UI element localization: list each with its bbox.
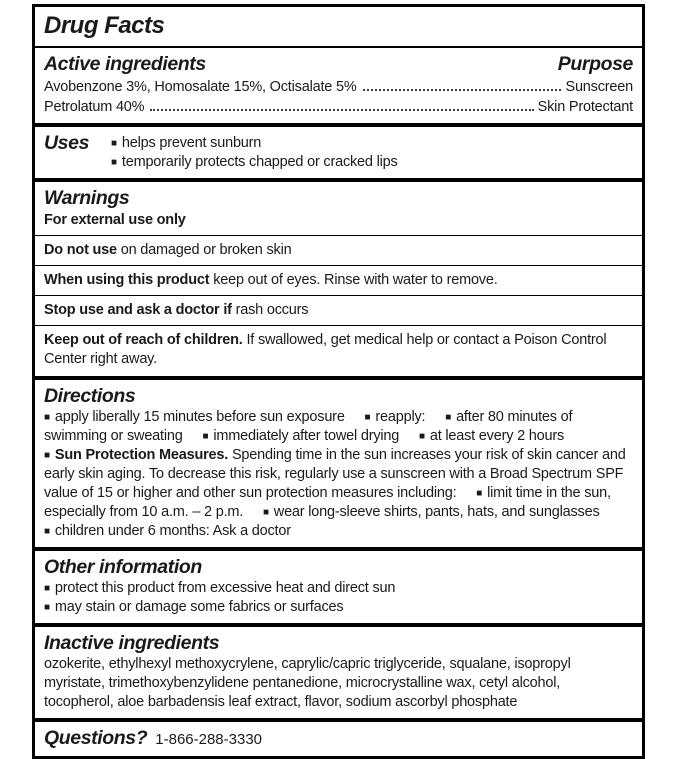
- warning-row: [44, 240, 633, 261]
- bullet-square-icon: ■: [364, 412, 371, 423]
- direction-text: apply liberally 15 minutes before sun exposure: [54, 409, 345, 425]
- warning-row: [44, 330, 633, 370]
- direction-text: reapply:: [375, 409, 426, 425]
- inactive-ingredients-heading: Inactive ingredients: [44, 632, 220, 654]
- direction-item: [44, 409, 345, 425]
- bullet-square-icon: ■: [262, 507, 269, 518]
- warning-row: [44, 210, 633, 231]
- bullet-square-icon: ■: [418, 431, 425, 442]
- bullet-square-icon: ■: [476, 488, 483, 499]
- use-item-text: helps prevent sunburn: [121, 135, 262, 151]
- direction-text: children under 6 months: Ask a doctor: [54, 523, 291, 539]
- questions-phone-number: 1-866-288-3330: [155, 731, 263, 748]
- warning-text: keep out of eyes. Rinse with water to remove.: [209, 272, 498, 288]
- direction-text: wear long-sleeve shirts, pants, hats, and sunglasses: [273, 504, 600, 520]
- bullet-square-icon: ■: [44, 450, 50, 461]
- title-section: [35, 7, 642, 46]
- questions-heading: Questions?: [44, 727, 148, 749]
- other-information-item: [44, 598, 633, 617]
- warning-text: on damaged or broken skin: [116, 242, 292, 258]
- bullet-square-icon: ■: [445, 412, 452, 423]
- warning-bold-text: Stop use and ask a doctor if: [44, 302, 232, 318]
- ingredient-purpose: Sunscreen: [565, 79, 633, 95]
- ingredient-name: Petrolatum 40%: [44, 98, 145, 115]
- warning-bold-text: Keep out of reach of children.: [44, 332, 243, 348]
- direction-text: immediately after towel drying: [213, 428, 400, 444]
- page-title: Drug Facts: [44, 12, 165, 39]
- uses-heading: Uses: [44, 132, 90, 154]
- bullet-square-icon: ■: [44, 412, 50, 423]
- direction-text: limit time in the sun, especially from 10 a.m. – 2 p.m.: [44, 485, 611, 520]
- ingredient-name: Avobenzone 3%, Homosalate 15%, Octisalate 5%: [44, 79, 357, 95]
- directions-paragraph: [44, 408, 633, 446]
- warning-row: [44, 300, 633, 321]
- other-information-heading: Other information: [44, 556, 202, 578]
- direction-item: [263, 504, 600, 520]
- warning-divider: [35, 295, 642, 296]
- direction-text: at least every 2 hours: [429, 428, 565, 444]
- directions-section: [35, 380, 642, 547]
- purpose-heading: Purpose: [557, 53, 633, 75]
- bullet-square-icon: ■: [111, 157, 117, 168]
- warning-bold-text: Do not use: [44, 242, 117, 258]
- dot-leader: [363, 89, 562, 91]
- direction-item: [419, 428, 564, 444]
- inactive-ingredients-section: [35, 627, 642, 718]
- use-item: [111, 153, 398, 172]
- direction-item: [44, 523, 291, 539]
- inactive-ingredients-text: ozokerite, ethylhexyl methoxycrylene, caprylic/capric triglyceride, squalane, isopropyl myristate, trimethoxybenzylidene pentanedione, microcrystalline wax, cetyl alcohol, tocopherol, aloe barbadensis leaf extract, flavor, sodium ascorbyl phosphate: [44, 656, 571, 710]
- bullet-square-icon: ■: [202, 431, 209, 442]
- other-information-text: may stain or damage some fabrics or surfaces: [54, 599, 344, 615]
- warning-bold-text: For external use only: [44, 212, 186, 228]
- active-ingredient-row: [44, 98, 633, 118]
- drug-facts-label: [32, 4, 645, 759]
- use-item-text: temporarily protects chapped or cracked lips: [121, 154, 398, 170]
- ingredient-purpose: Skin Protectant: [537, 98, 633, 115]
- directions-paragraph: [44, 522, 633, 541]
- use-item: [111, 134, 398, 153]
- questions-section: [35, 722, 642, 756]
- bullet-square-icon: ■: [44, 583, 50, 594]
- direction-bold: Sun Protection Measures.: [54, 447, 229, 463]
- direction-item: [365, 409, 426, 425]
- dot-leader: [150, 109, 533, 111]
- directions-heading: Directions: [44, 385, 136, 407]
- warning-divider: [35, 325, 642, 326]
- warning-divider: [35, 265, 642, 266]
- warnings-section: [35, 182, 642, 376]
- other-information-text: protect this product from excessive heat and direct sun: [54, 580, 396, 596]
- warning-text: If swallowed, get medical help or contact a Poison Control Center right away.: [44, 332, 607, 367]
- warnings-heading: Warnings: [44, 187, 130, 209]
- warning-divider: [35, 235, 642, 236]
- bullet-square-icon: ■: [44, 526, 50, 537]
- warning-bold-text: When using this product: [44, 272, 210, 288]
- warning-text: rash occurs: [231, 302, 309, 318]
- directions-paragraph: [44, 446, 633, 522]
- other-information-item: [44, 579, 633, 598]
- direction-item: [202, 428, 399, 444]
- active-ingredients-heading: Active ingredients: [44, 53, 206, 75]
- bullet-square-icon: ■: [44, 602, 50, 613]
- active-ingredients-section: [35, 48, 642, 123]
- bullet-square-icon: ■: [111, 138, 117, 149]
- warning-row: [44, 270, 633, 291]
- uses-section: [35, 127, 642, 178]
- other-information-section: [35, 551, 642, 623]
- active-ingredient-row: [44, 78, 633, 98]
- direction-text: after 80 minutes of swimming or sweating: [44, 409, 573, 444]
- direction-text: Spending time in the sun increases your risk of skin cancer and early skin aging. To decrease this risk, regularly use a sunscreen with a Broad Spectrum SPF value of 15 or higher and other sun protection measures including:: [44, 447, 626, 501]
